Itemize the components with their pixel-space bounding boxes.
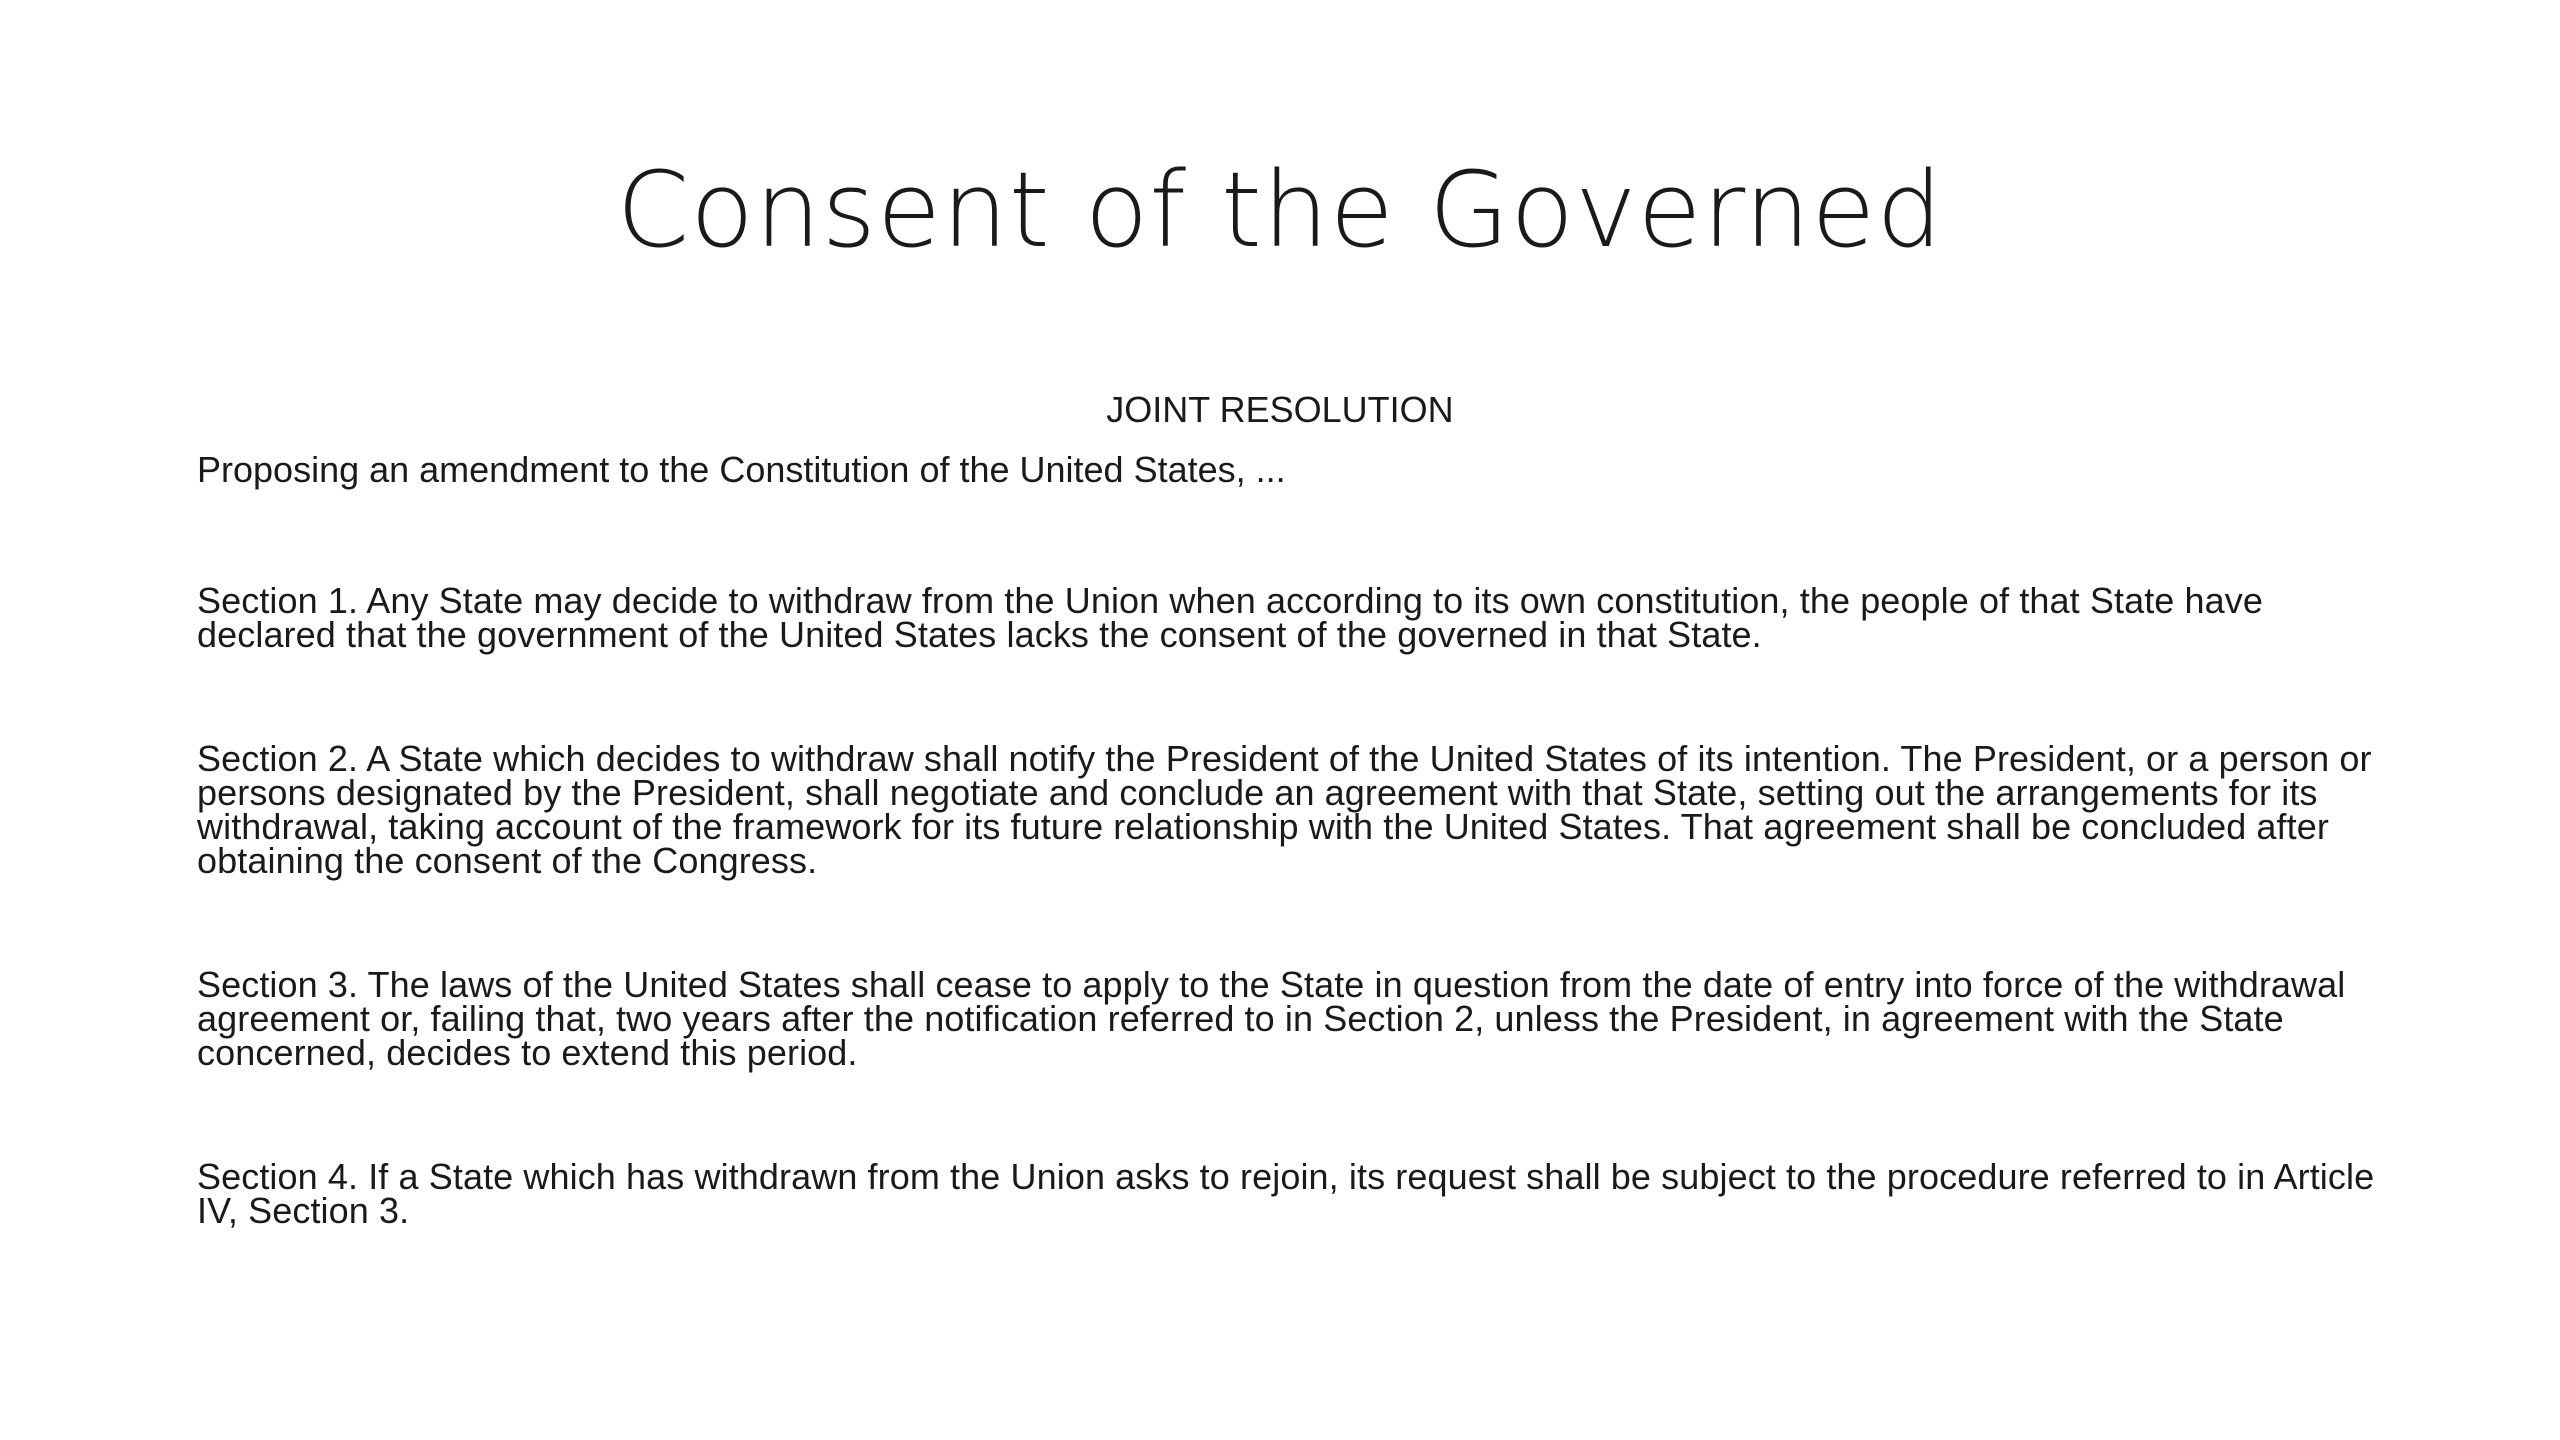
resolution-heading: JOINT RESOLUTION — [1106, 389, 1454, 430]
resolution-intro: Proposing an amendment to the Constitution of the United States, ... — [197, 449, 1286, 490]
section-3-text: Section 3. The laws of the United States shall cease to apply to the State in question from the date of entry into force of the withdrawal agreement or, failing that, two years after the notification referred to in Section 2, unless the President, in agreement with the State concerned, decides to extend this period. — [197, 964, 2346, 1073]
section-2-text: Section 2. A State which decides to withdraw shall notify the President of the United States of its intention. The President, or a person or persons designated by the President, shall negotiate and conclude an agreement with that State, setting out the arrangements for its withdrawal, taking account of the framework for its future relationship with the United States. That agreement shall be concluded after obtaining the consent of the Congress. — [197, 738, 2372, 881]
section-4-text: Section 4. If a State which has withdrawn from the Union asks to rejoin, its request shall be subject to the procedure referred to in Article IV, Section 3. — [197, 1156, 2375, 1231]
resolution-body — [197, 448, 2409, 1231]
section-1-text: Section 1. Any State may decide to withdraw from the Union when according to its own constitution, the people of that State have declared that the government of the United States lacks the consent of the governed in that State. — [197, 580, 2263, 655]
slide-title: Consent of the Governed — [616, 149, 1944, 271]
